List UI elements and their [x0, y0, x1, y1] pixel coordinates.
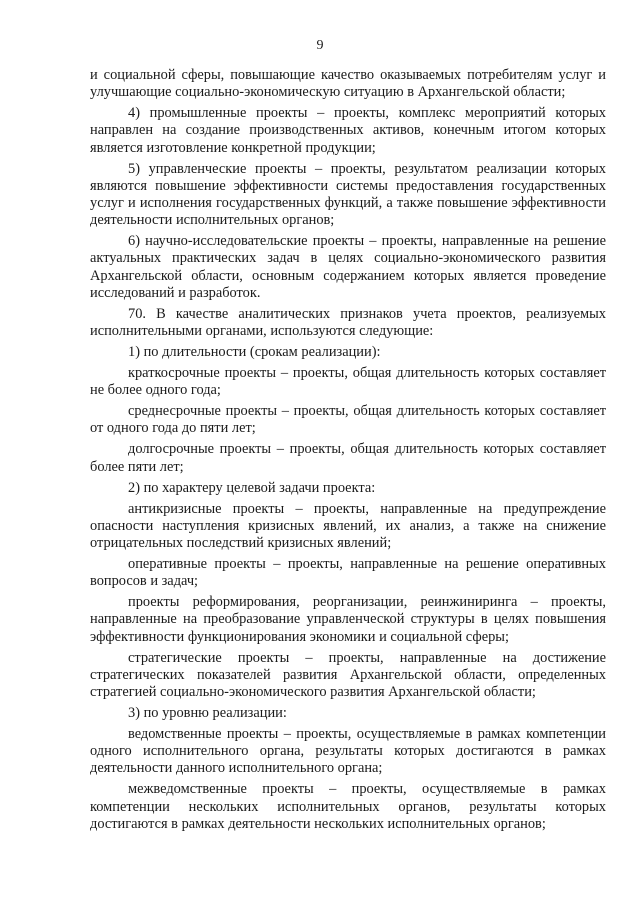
paragraph-continuation: и социальной сферы, повышающие качество оказываемых потребителям услуг и улучшающие социально-экономическую ситуацию в Архангельской области;	[90, 67, 606, 101]
paragraph-industrial: 4) промышленные проекты – проекты, комплекс мероприятий которых направлен на создание производственных активов, конечным итогом которых является изготовление конкретной продукции;	[90, 105, 606, 156]
paragraph-strategic: стратегические проекты – проекты, направленные на достижение стратегических показателей развития Архангельской области, определенных стратегией социально-экономического развития Архангельской области;	[90, 649, 606, 701]
paragraph-operational: оперативные проекты – проекты, направленные на решение оперативных вопросов и задач;	[90, 556, 606, 590]
page-number: 9	[316, 38, 324, 53]
paragraph-by-goal: 2) по характеру целевой задачи проекта:	[128, 479, 376, 496]
paragraph-by-duration: 1) по длительности (срокам реализации):	[128, 344, 381, 361]
paragraph-reform: проекты реформирования, реорганизации, реинжиниринга – проекты, направленные на преобразование управленческой структуры в целях повышения эффективности функционирования экономики и социальной сферы;	[90, 594, 606, 645]
paragraph-anti-crisis: антикризисные проекты – проекты, направленные на предупреждение опасности наступления кризисных явлений, их анализ, а также на снижение отрицательных последствий кризисных явлений;	[90, 500, 606, 552]
paragraph-management: 5) управленческие проекты – проекты, результатом реализации которых являются повышение эффективности системы предоставления государственных услуг и исполнения государственных функций, а также повышение эффективности деятельности исполнительных органов;	[90, 160, 606, 229]
paragraph-mid-term: среднесрочные проекты – проекты, общая длительность которых составляет от одного года до пяти лет;	[90, 403, 606, 437]
paragraph-departmental: ведомственные проекты – проекты, осуществляемые в рамках компетенции одного исполнительного органа, результаты которых достигаются в рамках деятельности данного исполнительного органа;	[90, 726, 606, 777]
paragraph-item-70: 70. В качестве аналитических признаков учета проектов, реализуемых исполнительными органами, используются следующие:	[90, 305, 606, 340]
document-body	[90, 67, 606, 837]
paragraph-long-term: долгосрочные проекты – проекты, общая длительность которых составляет более пяти лет;	[90, 441, 606, 475]
paragraph-by-level: 3) по уровню реализации:	[128, 705, 287, 722]
paragraph-short-term: краткосрочные проекты – проекты, общая длительность которых составляет не более одного года;	[90, 365, 606, 399]
paragraph-research: 6) научно-исследовательские проекты – проекты, направленные на решение актуальных практических задач в целях социально-экономического развития Архангельской области, основным содержанием которых является проведение исследований и разработок.	[90, 233, 606, 301]
paragraph-interdepartmental: межведомственные проекты – проекты, осуществляемые в рамках компетенции нескольких исполнительных органов, результаты которых достигаются в рамках деятельности нескольких исполнительных органов;	[90, 781, 606, 832]
